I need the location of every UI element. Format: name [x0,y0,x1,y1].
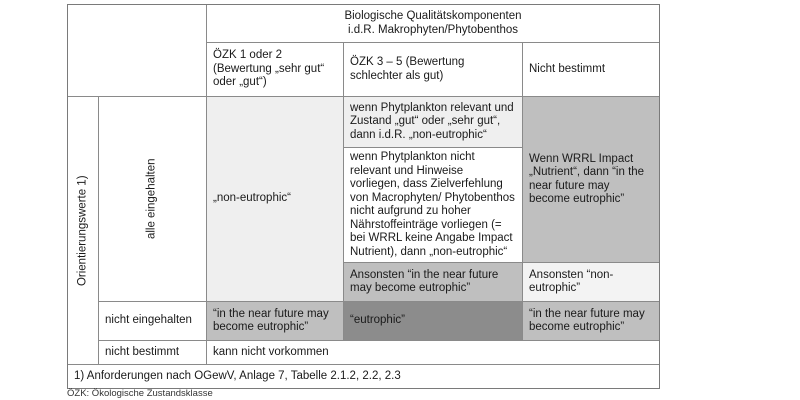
footnote-text: 1) Anforderungen nach OGewV, Anlage 7, Tabelle 2.1.2, 2.2, 2.3 [74,369,401,382]
group-header-line1: Biologische Qualitätskomponenten [344,10,522,22]
col-header-oezk12 [206,42,344,97]
group-header-line2: i.d.R. Makrophyten/Phytobenthos [347,23,519,36]
footnote [67,364,660,389]
cell-alle-oezk35-b-text: wenn Phytplankton nicht relevant und Hinweise vorliegen, dass Zielverfehlung von Macrophyten/ Phytobenthos nicht aufgrund zu hoher Nährstoffeinträge vorliegen (= bei WRRL keine Angabe Impact Nutrient), dann „non-eutrophic“ [350,151,515,258]
cell-alle-oezk35-b [343,147,523,263]
row-label-nicht-eingehalten [98,301,207,341]
corner-cell [67,4,207,97]
col-header-oezk12-text: ÖZK 1 oder 2 (Bewertung „sehr gut“ oder „gut“) [213,49,325,89]
cell-alle-oezk12 [206,96,344,302]
cell-alle-nb-b [522,262,660,302]
col-header-nicht-bestimmt-text: Nicht bestimmt [529,62,606,75]
group-header [206,4,660,43]
row-label-alle-eingehalten [98,96,207,302]
caption: ÖZK: Ökologische Zustandsklasse [67,388,213,399]
cell-alle-nb-a-text: Wenn WRRL Impact „Nutrient“, dann “in the near future may become eutrophic” [529,152,645,205]
cell-alle-oezk35-c-text: Ansonsten “in the near future may become eutrophic” [350,268,499,294]
cell-nb-value-text: kann nicht vorkommen [213,345,329,358]
cell-ne-nb-text: “in the near future may become eutrophic” [529,307,645,333]
cell-ne-oezk12 [206,301,344,341]
row-label-nicht-bestimmt-text: nicht bestimmt [105,345,180,358]
row-group-label [67,96,99,365]
col-header-oezk35 [343,42,523,97]
row-label-alle-eingehalten-text: alle eingehalten [145,158,158,240]
cell-alle-oezk35-c [343,262,523,302]
cell-alle-oezk35-a-text: wenn Phytplankton relevant und Zustand „gut“ oder „sehr gut“, dann i.d.R. „non-eutrophic“ [350,101,514,141]
row-label-nicht-eingehalten-text: nicht eingehalten [105,314,192,327]
cell-alle-oezk35-a [343,96,523,148]
col-header-oezk35-text: ÖZK 3 – 5 (Bewertung schlechter als gut) [350,56,465,82]
cell-ne-nb [522,301,660,341]
cell-ne-oezk35-text: “eutrophic” [350,314,405,327]
cell-alle-nb-b-text: Ansonsten “non-eutrophic” [529,268,614,294]
row-label-nicht-bestimmt [98,340,207,365]
cell-alle-nb-a [522,96,660,263]
row-group-label-text: Orientierungswerte 1) [76,175,89,286]
cell-ne-oezk12-text: “in the near future may become eutrophic” [213,307,329,333]
cell-ne-oezk35 [343,301,523,341]
col-header-nicht-bestimmt [522,42,660,97]
cell-nb-value [206,340,660,365]
cell-alle-oezk12-text: „non-eutrophic“ [213,192,291,205]
